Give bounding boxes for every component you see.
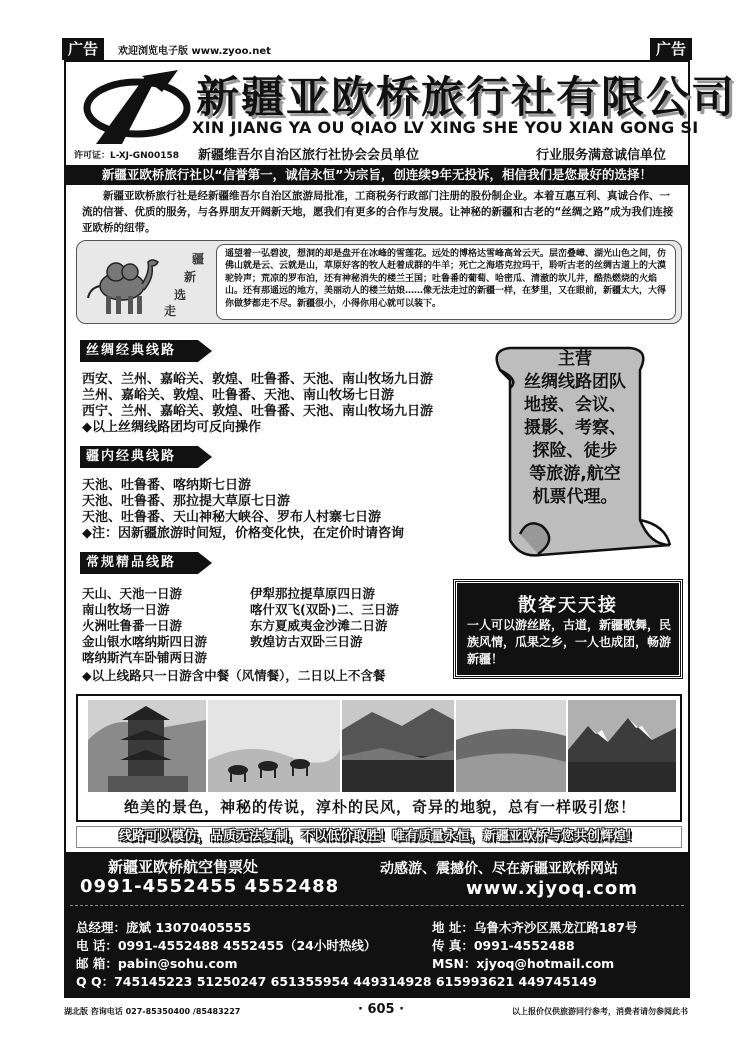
browse-note: 欢迎浏览电子版 www.zyoo.net	[118, 46, 271, 57]
walk-in-box	[454, 580, 682, 678]
poem-title-char: 走	[164, 304, 177, 318]
poem-title-char: 疆	[192, 252, 205, 266]
list-item: ◆以上丝绸线路团均可反向操作	[82, 420, 261, 435]
list-item: 天池、吐鲁番、天山神秘大峡谷、罗布人村寨七日游	[82, 510, 382, 525]
general-manager: 总经理：庞斌 13070405555	[76, 920, 252, 935]
section-regular-header	[80, 552, 220, 574]
address: 地 址：乌鲁木齐沙区黑龙江路187号	[432, 920, 638, 935]
footer-edition: 湖北版 咨询电话 027-85350400 /85483227	[64, 1007, 241, 1016]
list-item: 西安、兰州、嘉峪关、敦煌、吐鲁番、天池、南山牧场九日游	[82, 372, 434, 387]
list-item: 东方夏威夷金沙滩二日游	[250, 618, 388, 633]
section-regular-label: 常规精品线路	[80, 552, 198, 574]
msn[interactable]: MSN：xjyoq@hotmail.com	[432, 956, 615, 971]
list-item: 西宁、兰州、嘉峪关、敦煌、吐鲁番、天池、南山牧场九日游	[82, 404, 434, 419]
list-item: 兰州、嘉峪关、敦煌、吐鲁番、天池、南山牧场七日游	[82, 388, 395, 403]
list-item: 天山、天池一日游	[82, 586, 183, 601]
slogan-banner: 新疆亚欧桥旅行社以“信誉第一，诚信永恒”为宗旨，创连续9年无投诉，相信我们是您最好的选择！	[66, 165, 688, 185]
scroll-line: 探险、徒步	[532, 441, 618, 461]
scroll-line: 机票代理。	[532, 487, 618, 507]
poem-title-char: 新	[184, 270, 197, 284]
camel-illustration	[80, 248, 164, 318]
scroll-line: 地接、会议、	[524, 395, 626, 415]
list-item: ◆注：因新疆旅游时间短，价格变化快，在定价时请咨询	[82, 526, 404, 541]
page-number: · 605 ·	[358, 1002, 405, 1017]
license-number: 许可证：L-XJ-GN00158	[74, 151, 179, 161]
section-silk-header	[80, 340, 220, 362]
section-inner-header	[80, 446, 220, 468]
company-name: 新疆亚欧桥旅行社有限公司	[196, 73, 736, 123]
photo-grassland	[456, 700, 566, 792]
association-member: 新疆维吾尔自治区旅行社协会会员单位	[198, 148, 420, 163]
quality-tagline: 线路可以模仿，品质无法复制，不以低价取胜！唯有质量永恒，新疆亚欧桥与您共创辉煌！	[76, 826, 682, 848]
telephone: 电 话：0991-4552488 4552455（24小时热线）	[76, 938, 377, 953]
divider	[70, 905, 684, 906]
photo-camels	[208, 700, 340, 792]
photo-snow-mountain	[568, 700, 676, 792]
section-arrow-icon	[198, 552, 212, 574]
ad-tag-left: 广告	[62, 38, 104, 60]
air-ticket-phone: 0991-4552455 4552488	[80, 876, 340, 897]
scroll-line: 等旅游,航空	[529, 464, 621, 484]
service-slogan: 行业服务满意诚信单位	[536, 148, 667, 163]
poem-title-char: 选	[174, 288, 187, 302]
list-item: 火洲吐鲁番一日游	[82, 618, 183, 633]
scroll-line: 丝绸线路团队	[524, 372, 626, 392]
section-silk-label: 丝绸经典线路	[80, 340, 198, 362]
website-slogan: 动感游、震撼价、尽在新疆亚欧桥网站	[380, 861, 618, 877]
top-bar	[62, 38, 692, 60]
poem-text: 遥望着一弘碧波，想洞的却是盘开在冰峰的雪莲花。远处的博格达雪峰高耸云天。层峦叠嶂、湖光山色之间，仿佛山就是云、云就是山，草原好客的牧人赶着成群的牛羊；死亡之海塔克拉玛干，聆听古老的丝绸古道上的大漠驼铃声；荒凉的罗布泊，还有神秘消失的楼兰王国；吐鲁番的葡萄、哈密瓜、清澈的坎儿井，酷热燃烧的火焰山。还有那遥远的地方，美丽动人的楼兰姑娘……像无法走过的新疆一样，在梦里，又在眼前，新疆太大，大得你做梦都走不尽。新疆很小，小得你用心就可以装下。	[216, 244, 676, 320]
inner-route-list	[82, 478, 404, 542]
scenery-caption: 绝美的景色，神秘的传说，淳朴的民风，奇异的地貌，总有一样吸引您！	[123, 798, 636, 816]
list-item: 金山银水喀纳斯四日游	[82, 634, 208, 649]
email[interactable]: 邮 箱：pabin@sohu.com	[76, 956, 238, 971]
list-item: 敦煌访古双卧三日游	[250, 634, 363, 649]
tour-note: ◆以上线路只一日游含中餐（风情餐），二日以上不含餐	[82, 668, 386, 683]
company-pinyin: XIN JIANG YA OU QIAO LV XING SHE YOU XIAN GONG SI	[192, 118, 699, 137]
list-item: 喀什双飞(双卧)二、三日游	[250, 602, 399, 617]
qq-numbers: Q Q：745145223 51250247 651355954 449314928 615993621 449745149	[76, 974, 597, 989]
scroll-line: 主营	[558, 349, 592, 369]
main-business	[500, 348, 650, 509]
company-logo	[82, 66, 192, 146]
walk-in-body: 一人可以游丝路，古道，新疆歌舞，民族风情，瓜果之乡，一人也成团，畅游新疆！	[467, 618, 672, 666]
list-item: 天池、吐鲁番、那拉提大草原七日游	[82, 494, 291, 509]
list-item: 伊犁那拉提草原四日游	[250, 586, 376, 601]
walk-in-title: 散客天天接	[518, 595, 618, 616]
scroll-line: 摄影、考察、	[524, 418, 626, 438]
section-arrow-icon	[198, 446, 212, 468]
silk-route-list	[82, 372, 433, 436]
list-item: 南山牧场一日游	[82, 602, 170, 617]
section-inner-label: 疆内经典线路	[80, 446, 198, 468]
poem-title	[162, 250, 210, 320]
intro-paragraph: 新疆亚欧桥旅行社是经新疆维吾尔自治区旅游局批准，工商税务行政部门注册的股份制企业。本着互惠互利、真诚合作、一流的信誉、优质的服务，与各界朋友开阔新天地，愿我们有更多的合作与发展。让神秘的新疆和古老的“丝绸之路”成为我们连接亚欧桥的纽带。	[82, 190, 674, 234]
website-link[interactable]: www.xjyoq.com	[466, 878, 638, 899]
air-ticket-office: 新疆亚欧桥航空售票处	[108, 858, 259, 876]
fax: 传 真：0991-4552488	[432, 938, 575, 953]
footer-disclaimer: 以上报价仅供旅游同行参考，消费者请勿参阅此书	[512, 1007, 688, 1016]
section-arrow-icon	[198, 340, 212, 362]
ad-tag-right: 广告	[650, 38, 692, 60]
list-item: 天池、吐鲁番、喀纳斯七日游	[82, 478, 252, 493]
list-item: 喀纳斯汽车卧铺两日游	[82, 650, 208, 665]
photo-lake	[342, 700, 454, 792]
photo-pagoda	[88, 700, 206, 792]
